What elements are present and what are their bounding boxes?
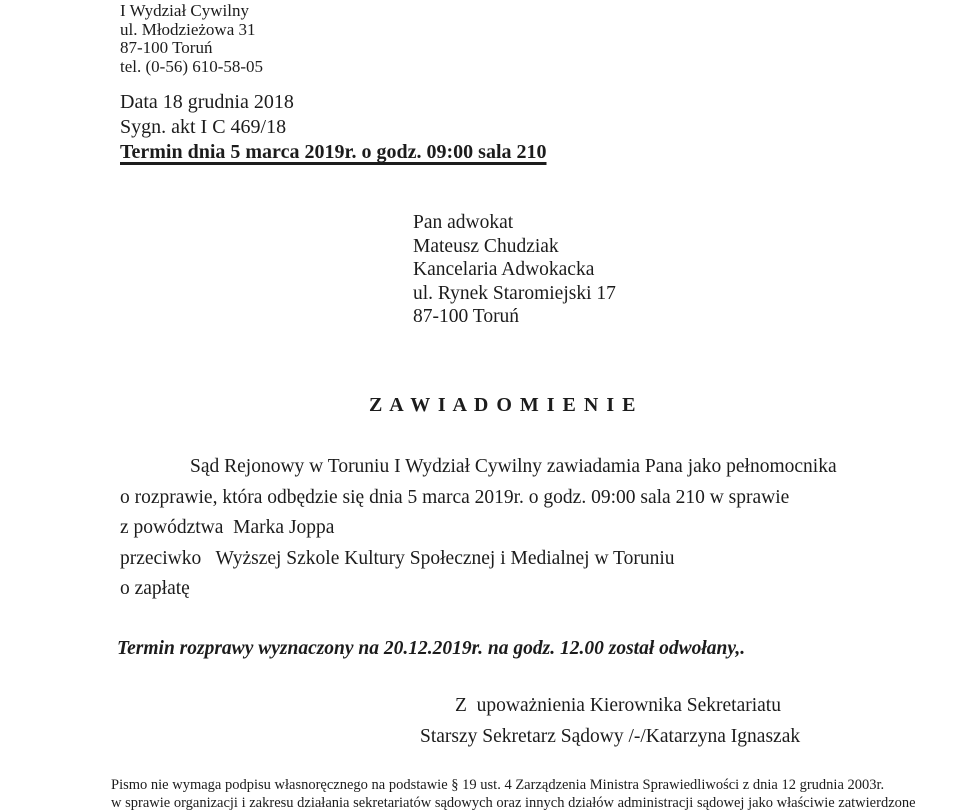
recipient-name-line: Mateusz Chudziak [413, 235, 559, 257]
sender-street-line: ul. Młodzieżowa 31 [120, 19, 256, 39]
footnote-line-1: Pismo nie wymaga podpisu własnoręcznego na podstawie § 19 ust. 4 Zarządzenia Ministra Sprawiedliwości z dnia 12 grudnia 2003r. [111, 777, 885, 793]
recipient-office-line: Kancelaria Adwokacka [413, 259, 595, 280]
body-line-plaintiff: z powództwa Marka Joppa [120, 517, 335, 538]
body-line-defendant: przeciwko Wyższej Szkole Kultury Społecznej i Medialnej w Toruniu [120, 547, 675, 569]
recipient-address-block [413, 211, 616, 329]
date-line: Data 18 grudnia 2018 [120, 91, 294, 113]
notice-title: Z A W I A D O M I E N I E [369, 394, 637, 416]
recipient-city-line: 87-100 Toruń [413, 306, 520, 327]
docket-number-line: Sygn. akt I C 469/18 [120, 116, 287, 138]
body-line-court-notifies: Sąd Rejonowy w Toruniu I Wydział Cywilny zawiadamia Pana jako pełnomocnika [190, 456, 837, 477]
hearing-term-line: Termin dnia 5 marca 2019r. o godz. 09:00 sala 210 [120, 141, 547, 163]
sender-city-line: 87-100 Toruń [120, 38, 213, 57]
sender-department-line: I Wydział Cywilny [120, 1, 249, 20]
hearing-cancellation-line: Termin rozprawy wyznaczony na 20.12.2019r. na godz. 12.00 został odwołany,. [117, 638, 746, 659]
sender-phone-line: tel. (0-56) 610-58-05 [120, 56, 264, 76]
signature-signer-line: Starszy Sekretarz Sądowy /-/Katarzyna Ignaszak [420, 726, 801, 747]
body-line-hearing-details: o rozprawie, która odbędzie się dnia 5 marca 2019r. o godz. 09:00 sala 210 w sprawie [120, 486, 790, 508]
sender-address-block [120, 2, 263, 76]
recipient-street-line: ul. Rynek Staromiejski 17 [413, 282, 616, 304]
body-line-claim-subject: o zapłatę [120, 578, 190, 599]
signature-authorization-line: Z upoważnienia Kierownika Sekretariatu [455, 695, 781, 716]
case-info-block [120, 90, 547, 165]
recipient-salutation-line: Pan adwokat [413, 212, 514, 233]
footnote-line-2-clipped: w sprawie organizacji i zakresu działania sekretariatów sądowych oraz innych działów administracji sądowej jako właściwie zatwierdzone [111, 795, 916, 811]
notice-body [120, 452, 910, 605]
